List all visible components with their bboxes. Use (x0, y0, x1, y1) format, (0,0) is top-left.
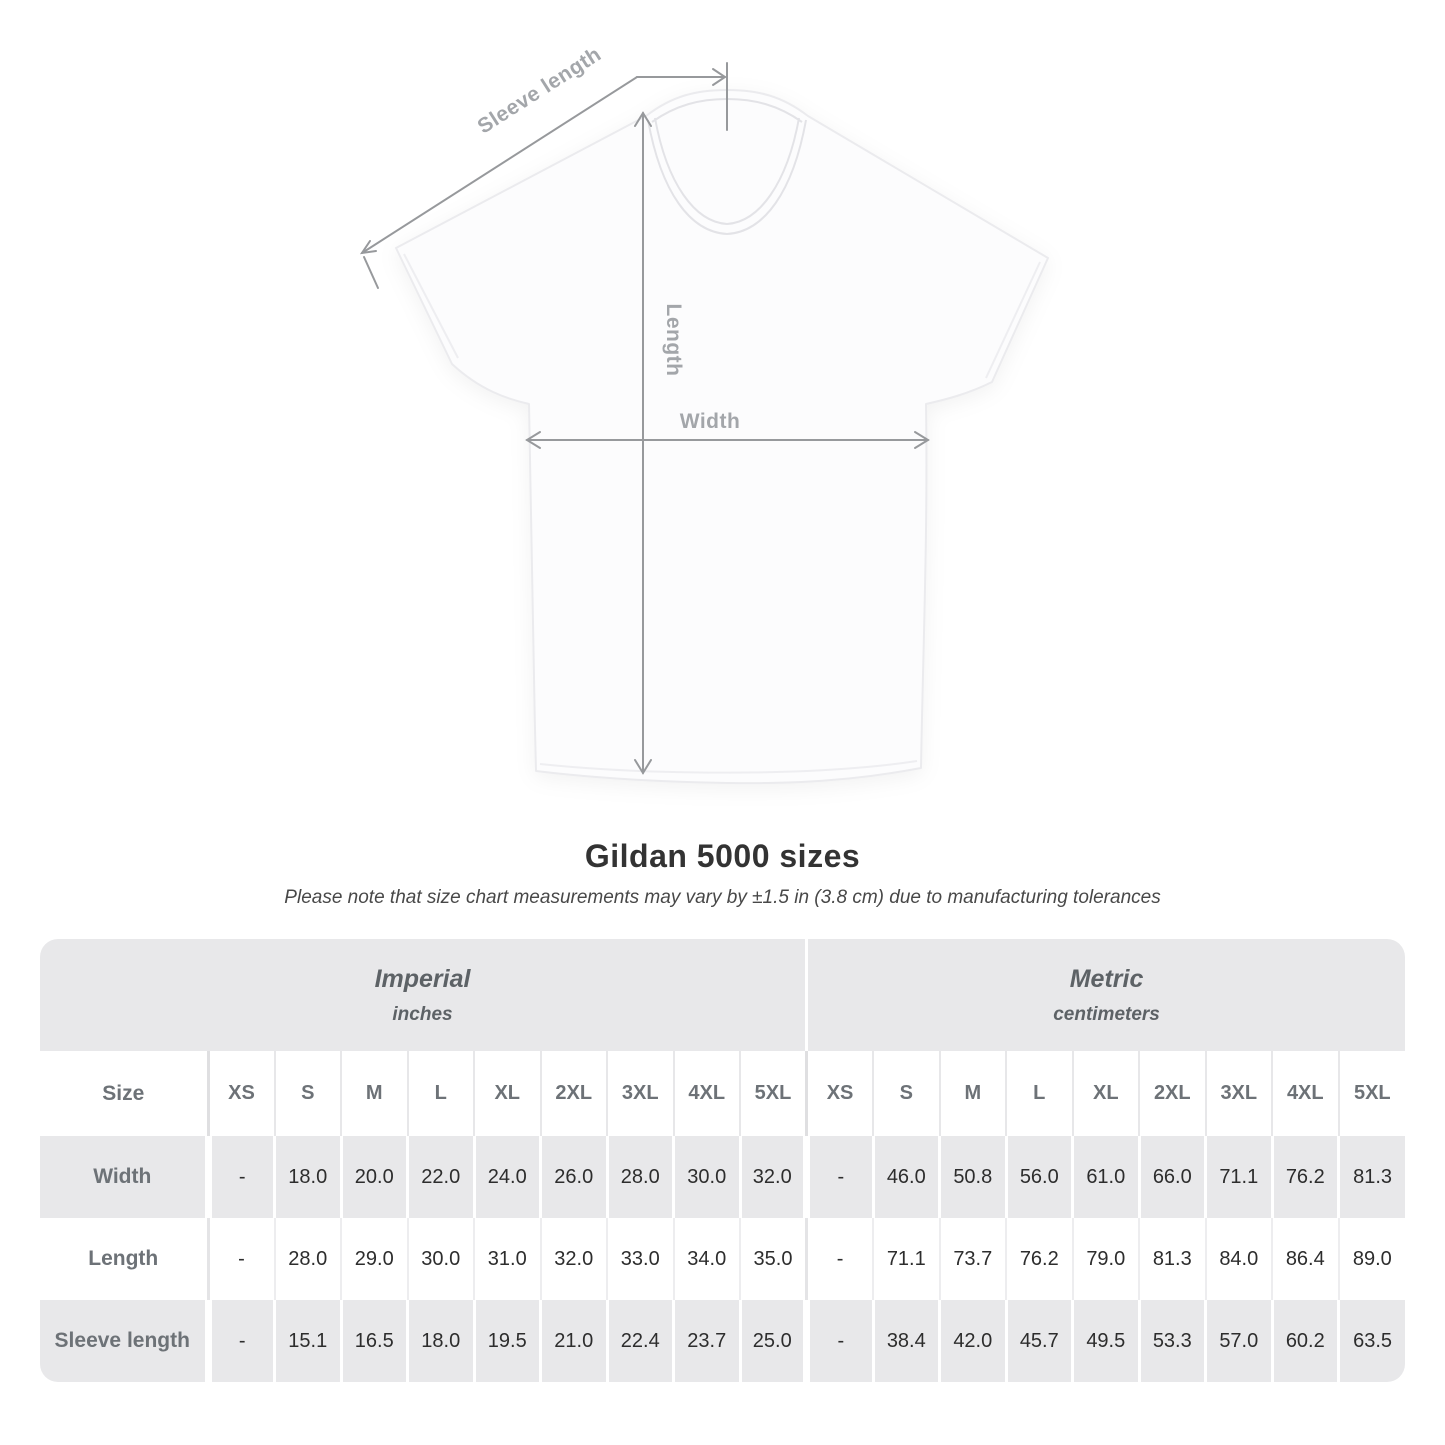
tshirt-graphic (396, 90, 1048, 783)
value-cell: - (208, 1300, 275, 1382)
value-cell: 71.1 (1206, 1136, 1273, 1218)
sleeve-length-label: Sleeve length (473, 42, 606, 139)
caption (0, 838, 1445, 909)
length-label: Length (662, 303, 685, 377)
value-cell: 66.0 (1139, 1136, 1206, 1218)
value-cell: 22.0 (408, 1136, 475, 1218)
imperial-unit-label: inches (392, 1003, 453, 1025)
size-col-header-imperial-2xl: 2XL (541, 1051, 608, 1136)
size-col-header-imperial-m: M (341, 1051, 408, 1136)
row-label: Sleeve length (54, 1329, 190, 1352)
metric-label: Metric (1069, 964, 1144, 993)
value-cell: 71.1 (873, 1218, 940, 1300)
size-col-header-imperial-4xl: 4XL (674, 1051, 741, 1136)
value-cell: 49.5 (1073, 1300, 1140, 1382)
value-cell: 16.5 (341, 1300, 408, 1382)
value-cell: 35.0 (740, 1218, 807, 1300)
value-cell: 29.0 (341, 1218, 408, 1300)
measurement-row-length (40, 1218, 1405, 1300)
value-cell: 32.0 (541, 1218, 608, 1300)
size-chart-table (40, 939, 1405, 1382)
value-cell: 25.0 (740, 1300, 807, 1382)
value-cell: 86.4 (1272, 1218, 1339, 1300)
measurement-row-sleeve-length (40, 1300, 1405, 1382)
value-cell: 18.0 (408, 1300, 475, 1382)
value-cell: 76.2 (1272, 1136, 1339, 1218)
value-cell: 28.0 (275, 1218, 342, 1300)
metric-unit-label: centimeters (1053, 1003, 1160, 1025)
size-col-header-metric-xl: XL (1073, 1051, 1140, 1136)
value-cell: 76.2 (1006, 1218, 1073, 1300)
value-cell: 81.3 (1139, 1218, 1206, 1300)
metric-group-header (807, 939, 1405, 1051)
size-col-header-metric-xs: XS (807, 1051, 874, 1136)
value-cell: 46.0 (873, 1136, 940, 1218)
size-col-header-imperial-5xl: 5XL (740, 1051, 807, 1136)
value-cell: 33.0 (607, 1218, 674, 1300)
value-cell: 22.4 (607, 1300, 674, 1382)
value-cell: 63.5 (1339, 1300, 1405, 1382)
value-cell: 31.0 (474, 1218, 541, 1300)
value-cell: 60.2 (1272, 1300, 1339, 1382)
value-cell: 18.0 (275, 1136, 342, 1218)
value-cell: 73.7 (940, 1218, 1007, 1300)
size-col-header-imperial-3xl: 3XL (607, 1051, 674, 1136)
row-label: Length (88, 1247, 159, 1270)
value-cell: 42.0 (940, 1300, 1007, 1382)
measurement-row-width (40, 1136, 1405, 1218)
size-col-header-metric-5xl: 5XL (1339, 1051, 1405, 1136)
value-cell: 23.7 (674, 1300, 741, 1382)
value-cell: 30.0 (408, 1218, 475, 1300)
value-cell: - (208, 1136, 275, 1218)
size-column-header: Size (102, 1081, 145, 1105)
value-cell: 30.0 (674, 1136, 741, 1218)
value-cell: 34.0 (674, 1218, 741, 1300)
value-cell: 38.4 (873, 1300, 940, 1382)
size-col-header-imperial-xl: XL (474, 1051, 541, 1136)
unit-group-header-row (40, 939, 1405, 1051)
value-cell: 81.3 (1339, 1136, 1405, 1218)
value-cell: 28.0 (607, 1136, 674, 1218)
page-title: Gildan 5000 sizes (584, 838, 861, 874)
size-col-header-imperial-l: L (408, 1051, 475, 1136)
value-cell: 79.0 (1073, 1218, 1140, 1300)
value-cell: - (807, 1218, 874, 1300)
imperial-group-header (40, 939, 807, 1051)
size-col-header-imperial-s: S (275, 1051, 342, 1136)
value-cell: 20.0 (341, 1136, 408, 1218)
value-cell: - (208, 1218, 275, 1300)
imperial-label: Imperial (374, 964, 471, 993)
sizes-header-row (40, 1051, 1405, 1136)
width-label: Width (679, 410, 741, 433)
value-cell: 26.0 (541, 1136, 608, 1218)
value-cell: 50.8 (940, 1136, 1007, 1218)
value-cell: 56.0 (1006, 1136, 1073, 1218)
row-label: Width (93, 1165, 152, 1188)
size-col-header-metric-l: L (1006, 1051, 1073, 1136)
value-cell: 15.1 (275, 1300, 342, 1382)
size-col-header-metric-m: M (940, 1051, 1007, 1136)
size-col-header-metric-4xl: 4XL (1272, 1051, 1339, 1136)
size-table-body (40, 1136, 1405, 1382)
value-cell: 45.7 (1006, 1300, 1073, 1382)
size-col-header-metric-2xl: 2XL (1139, 1051, 1206, 1136)
value-cell: 89.0 (1339, 1218, 1405, 1300)
value-cell: 19.5 (474, 1300, 541, 1382)
value-cell: - (807, 1136, 874, 1218)
value-cell: - (807, 1300, 874, 1382)
value-cell: 57.0 (1206, 1300, 1273, 1382)
value-cell: 32.0 (740, 1136, 807, 1218)
value-cell: 21.0 (541, 1300, 608, 1382)
size-col-header-metric-s: S (873, 1051, 940, 1136)
tolerance-note: Please note that size chart measurements may vary by ±1.5 in (3.8 cm) due to manufacturing tolerances (284, 887, 1161, 908)
value-cell: 53.3 (1139, 1300, 1206, 1382)
value-cell: 61.0 (1073, 1136, 1140, 1218)
value-cell: 84.0 (1206, 1218, 1273, 1300)
size-col-header-metric-3xl: 3XL (1206, 1051, 1273, 1136)
size-col-header-imperial-xs: XS (208, 1051, 275, 1136)
value-cell: 24.0 (474, 1136, 541, 1218)
